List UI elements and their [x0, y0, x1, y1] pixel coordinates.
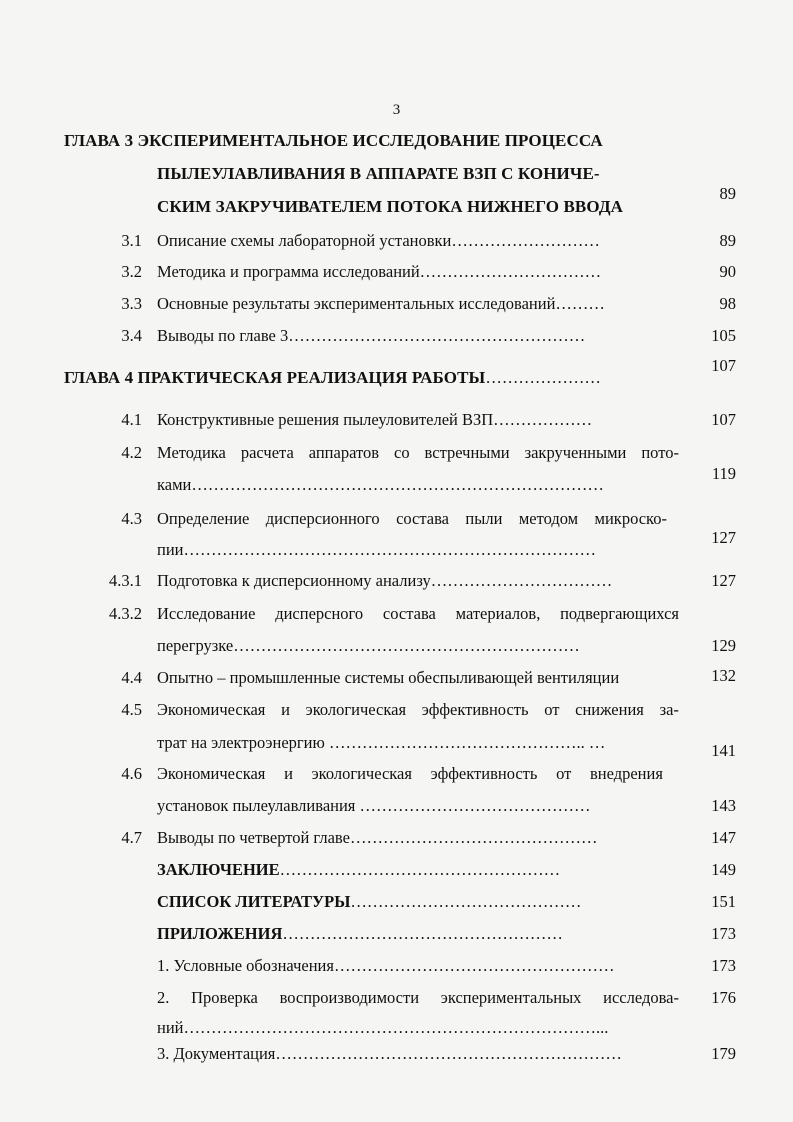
- appendix-1-page: 173: [711, 956, 736, 975]
- word: пото-: [641, 443, 679, 462]
- toc-item-3-4-number: 3.4: [121, 326, 142, 345]
- toc-appendices: [157, 924, 563, 944]
- word: экологическая: [311, 764, 412, 783]
- word: встречными: [424, 443, 510, 462]
- page-number: 3: [392, 102, 401, 118]
- toc-item-4-1-number: 4.1: [121, 410, 142, 429]
- word: внедрения: [589, 764, 663, 783]
- toc-item-4-3-number: 4.3: [121, 509, 142, 528]
- chapter-4-dots: …………………: [485, 368, 601, 387]
- references-title: СПИСОК ЛИТЕРАТУРЫ: [157, 892, 351, 911]
- toc-item-3-1-number: 3.1: [121, 231, 142, 250]
- chapter-3-page: 89: [719, 184, 736, 203]
- appendix-2-line1: [157, 988, 679, 1008]
- appendices-dots: ……………………………………………: [282, 924, 563, 943]
- toc-item-3-3-number: 3.3: [121, 294, 142, 313]
- toc-item-4-1-text: Конструктивные решения пылеуловителей ВЗП………………: [157, 410, 593, 429]
- word: экспериментальных: [440, 988, 582, 1007]
- toc-conclusion: [157, 860, 560, 880]
- toc-item-4-6-number: 4.6: [121, 764, 142, 783]
- word: микроско-: [594, 509, 667, 528]
- toc-item-4-2-page: 119: [711, 464, 736, 483]
- toc-item-4-5-line2: трат на электроэнергию ……………………………………….. …: [157, 733, 606, 752]
- conclusion-page: 149: [711, 860, 736, 879]
- word: состава: [382, 604, 436, 623]
- toc-item-4-2-number: 4.2: [121, 443, 142, 462]
- word: от: [544, 700, 560, 719]
- toc-item-4-4-text: Опытно – промышленные системы обеспыливающей вентиляции: [157, 668, 620, 687]
- references-dots: ……………………………………: [350, 892, 582, 911]
- word: расчета: [240, 443, 294, 462]
- word: и: [281, 700, 290, 719]
- toc-item-3-4-text: Выводы по главе 3………………………………………………: [157, 326, 586, 345]
- word: аппаратов: [308, 443, 380, 462]
- word: подвергающихся: [560, 604, 679, 623]
- chapter-3-title-line3: СКИМ ЗАКРУЧИВАТЕЛЕМ ПОТОКА НИЖНЕГО ВВОДА: [157, 197, 623, 216]
- word: закрученными: [524, 443, 627, 462]
- word: снижения: [575, 700, 644, 719]
- word: исследова-: [603, 988, 679, 1007]
- references-page: 151: [711, 892, 736, 911]
- appendix-3-page: 179: [711, 1044, 736, 1063]
- toc-references: [157, 892, 581, 912]
- toc-item-4-1-page: 107: [711, 410, 736, 429]
- word: со: [394, 443, 410, 462]
- word: за-: [659, 700, 679, 719]
- toc-item-4-3-2-page: 129: [711, 636, 736, 655]
- word: пыли: [465, 509, 503, 528]
- appendix-2-page: 176: [711, 988, 736, 1007]
- word: от: [556, 764, 572, 783]
- toc-item-4-3-2-line2: перегрузке………………………………………………………: [157, 636, 580, 655]
- word: материалов,: [455, 604, 541, 623]
- toc-item-4-6-line1: [157, 764, 663, 784]
- toc-item-4-3-1-number: 4.3.1: [109, 571, 142, 590]
- toc-item-4-7-text: Выводы по четвертой главе………………………………………: [157, 828, 598, 847]
- toc-item-3-2-number: 3.2: [121, 262, 142, 281]
- word: Проверка: [191, 988, 258, 1007]
- toc-item-4-5-page: 141: [711, 741, 736, 760]
- word: Методика: [157, 443, 226, 462]
- word: Экономическая: [157, 764, 266, 783]
- toc-item-4-5-line1: [157, 700, 679, 720]
- word: дисперсионного: [265, 509, 380, 528]
- word: экологическая: [305, 700, 407, 719]
- toc-item-4-3-line1: [157, 509, 667, 529]
- toc-item-4-5-number: 4.5: [121, 700, 142, 719]
- toc-item-4-2-line1: [157, 443, 679, 463]
- toc-item-4-3-line2: пии…………………………………………………………………: [157, 540, 596, 559]
- appendices-page: 173: [711, 924, 736, 943]
- toc-item-3-3-page: 98: [719, 294, 736, 313]
- toc-item-4-6-page: 143: [711, 796, 736, 815]
- word: дисперсного: [275, 604, 364, 623]
- chapter-4-heading: [64, 368, 601, 388]
- toc-item-4-7-page: 147: [711, 828, 736, 847]
- toc-item-3-1-text: Описание схемы лабораторной установки………………………: [157, 231, 600, 250]
- word: Экономическая: [157, 700, 266, 719]
- word: эффективность: [430, 764, 538, 783]
- appendix-1-text: 1. Условные обозначения……………………………………………: [157, 956, 615, 975]
- word: Исследование: [157, 604, 256, 623]
- chapter-3-title-line1: ГЛАВА 3 ЭКСПЕРИМЕНТАЛЬНОЕ ИССЛЕДОВАНИЕ ПРОЦЕССА: [64, 131, 603, 150]
- word: 2.: [157, 988, 170, 1007]
- chapter-4-title: ГЛАВА 4 ПРАКТИЧЕСКАЯ РЕАЛИЗАЦИЯ РАБОТЫ: [64, 368, 486, 387]
- chapter-4-page: 107: [711, 356, 736, 375]
- toc-item-4-3-2-number: 4.3.2: [109, 604, 142, 623]
- toc-item-4-7-number: 4.7: [121, 828, 142, 847]
- appendices-title: ПРИЛОЖЕНИЯ: [157, 924, 283, 943]
- word: состава: [396, 509, 450, 528]
- toc-item-4-3-1-text: Подготовка к дисперсионному анализу……………………………: [157, 571, 613, 590]
- word: методом: [518, 509, 579, 528]
- word: воспроизводимости: [279, 988, 420, 1007]
- appendix-3-text: 3. Документация………………………………………………………: [157, 1044, 622, 1063]
- word: Определение: [157, 509, 250, 528]
- toc-item-4-4-page: 132: [711, 666, 736, 685]
- word: эффективность: [421, 700, 529, 719]
- toc-item-4-3-2-line1: [157, 604, 679, 624]
- chapter-3-title-line2: ПЫЛЕУЛАВЛИВАНИЯ В АППАРАТЕ ВЗП С КОНИЧЕ-: [157, 164, 600, 183]
- toc-item-3-1-page: 89: [719, 231, 736, 250]
- toc-item-3-4-page: 105: [711, 326, 736, 345]
- toc-item-4-3-1-page: 127: [711, 571, 736, 590]
- toc-item-4-3-page: 127: [711, 528, 736, 547]
- conclusion-title: ЗАКЛЮЧЕНИЕ: [157, 860, 280, 879]
- toc-item-3-3-text: Основные результаты экспериментальных исследований………: [157, 294, 605, 313]
- toc-item-4-6-line2: установок пылеулавливания ……………………………………: [157, 796, 591, 815]
- word: и: [284, 764, 293, 783]
- toc-item-4-4-number: 4.4: [121, 668, 142, 687]
- toc-item-4-2-line2: ками…………………………………………………………………: [157, 475, 604, 494]
- toc-item-3-2-text: Методика и программа исследований……………………………: [157, 262, 602, 281]
- appendix-2-line2: ний…………………………………………………………………...: [157, 1018, 609, 1037]
- toc-item-3-2-page: 90: [719, 262, 736, 281]
- conclusion-dots: ……………………………………………: [279, 860, 561, 879]
